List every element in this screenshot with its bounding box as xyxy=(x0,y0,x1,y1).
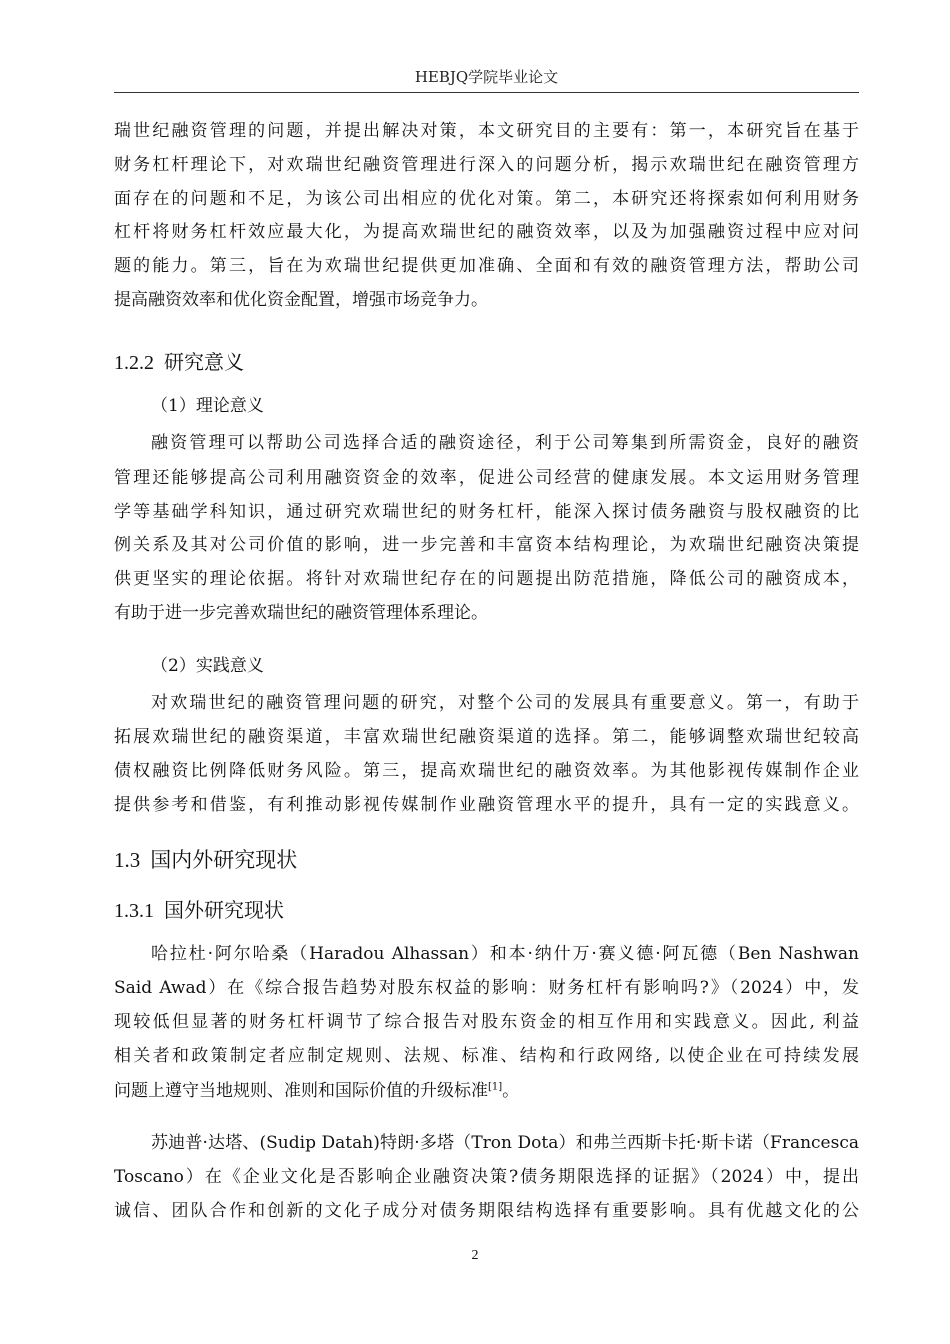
foreign-p1-line: 现较低但显著的财务杠杆调节了综合报告对股东资金的相互作用和实践意义。因此, 利益 xyxy=(114,1012,859,1032)
foreign-p1-line xyxy=(114,1074,859,1108)
section-heading-1-3 xyxy=(114,843,297,877)
foreign-p1-line: 相关者和政策制定者应制定规则、法规、标准、结构和行政网络, 以使企业在可持续发展 xyxy=(114,1046,859,1066)
section-number: 1.3.1 xyxy=(114,900,154,922)
intro-line: 题的能力。第三，旨在为欢瑞世纪提供更加准确、全面和有效的融资管理方法，帮助公司 xyxy=(114,256,859,276)
practice-line: 提供参考和借鉴，有利推动影视传媒制作业融资管理水平的提升，具有一定的实践意义。 xyxy=(114,795,859,815)
theory-line: 学等基础学科知识，通过研究欢瑞世纪的财务杠杆，能深入探讨债务融资与股权融资的比 xyxy=(114,502,859,522)
foreign-p1-line: 哈拉杜·阿尔哈桑（Haradou Alhassan）和本·纳什万·赛义德·阿瓦德（Ben Nashwan xyxy=(151,944,859,964)
theory-line: 例关系及其对公司价值的影响，进一步完善和丰富资本结构理论，为欢瑞世纪融资决策提 xyxy=(114,535,859,555)
page-number: 2 xyxy=(471,1248,479,1263)
section-number: 1.3 xyxy=(114,848,141,872)
theory-line: 供更坚实的理论依据。将针对欢瑞世纪存在的问题提出防范措施，降低公司的融资成本， xyxy=(114,569,859,589)
foreign-p1-line: Said Awad）在《综合报告趋势对股东权益的影响：财务杠杆有影响吗?》（2024）中，发 xyxy=(114,978,859,998)
foreign-p1-end: 。 xyxy=(502,1081,520,1101)
header-rule xyxy=(114,92,859,93)
foreign-p2-line: 苏迪普·达塔、(Sudip Datah)特朗·多塔（Tron Dota）和弗兰西斯卡托·斯卡诺（Francesca xyxy=(151,1133,859,1153)
running-header: HEBJQ学院毕业论文 xyxy=(414,68,559,86)
practice-line: 债权融资比例降低财务风险。第三，提高欢瑞世纪的融资效率。为其他影视传媒制作企业 xyxy=(114,761,859,781)
foreign-p1-last-text: 问题上遵守当地规则、准则和国际价值的升级标准 xyxy=(114,1081,488,1101)
intro-line: 面存在的问题和不足，为该公司出相应的优化对策。第二，本研究还将探索如何利用财务 xyxy=(114,189,859,209)
section-number: 1.2.2 xyxy=(114,352,154,374)
section-title: 国外研究现状 xyxy=(164,898,284,922)
intro-line: 提高融资效率和优化资金配置，增强市场竞争力。 xyxy=(114,290,488,310)
intro-line: 瑞世纪融资管理的问题，并提出解决对策，本文研究目的主要有：第一，本研究旨在基于 xyxy=(114,121,859,141)
theory-line: 融资管理可以帮助公司选择合适的融资途径，利于公司筹集到所需资金，良好的融资 xyxy=(151,433,859,453)
theory-line: 有助于进一步完善欢瑞世纪的融资管理体系理论。 xyxy=(114,603,488,623)
section-heading-1-3-1 xyxy=(114,894,284,927)
intro-line: 杠杆将财务杠杆效应最大化，为提高欢瑞世纪的融资效率，以及为加强融资过程中应对问 xyxy=(114,222,859,242)
foreign-p2-line: 诚信、团队合作和创新的文化子成分对债务期限结构选择有重要影响。具有优越文化的公 xyxy=(114,1201,859,1221)
theory-line: 管理还能够提高公司利用融资资金的效率，促进公司经营的健康发展。本文运用财务管理 xyxy=(114,468,859,488)
citation-ref[interactable]: [1] xyxy=(488,1081,503,1093)
subsection-label-practice: （2）实践意义 xyxy=(151,656,264,676)
section-title: 研究意义 xyxy=(164,350,244,374)
practice-line: 拓展欢瑞世纪的融资渠道，丰富欢瑞世纪融资渠道的选择。第二，能够调整欢瑞世纪较高 xyxy=(114,727,859,747)
section-title: 国内外研究现状 xyxy=(150,848,298,872)
section-heading-1-2-2 xyxy=(114,346,244,379)
foreign-p2-line: Toscano）在《企业文化是否影响企业融资决策?债务期限选择的证据》（2024）中，提出 xyxy=(114,1167,859,1187)
intro-line: 财务杠杆理论下，对欢瑞世纪融资管理进行深入的问题分析，揭示欢瑞世纪在融资管理方 xyxy=(114,155,859,175)
practice-line: 对欢瑞世纪的融资管理问题的研究，对整个公司的发展具有重要意义。第一，有助于 xyxy=(151,693,859,713)
subsection-label-theory: （1）理论意义 xyxy=(151,396,264,416)
